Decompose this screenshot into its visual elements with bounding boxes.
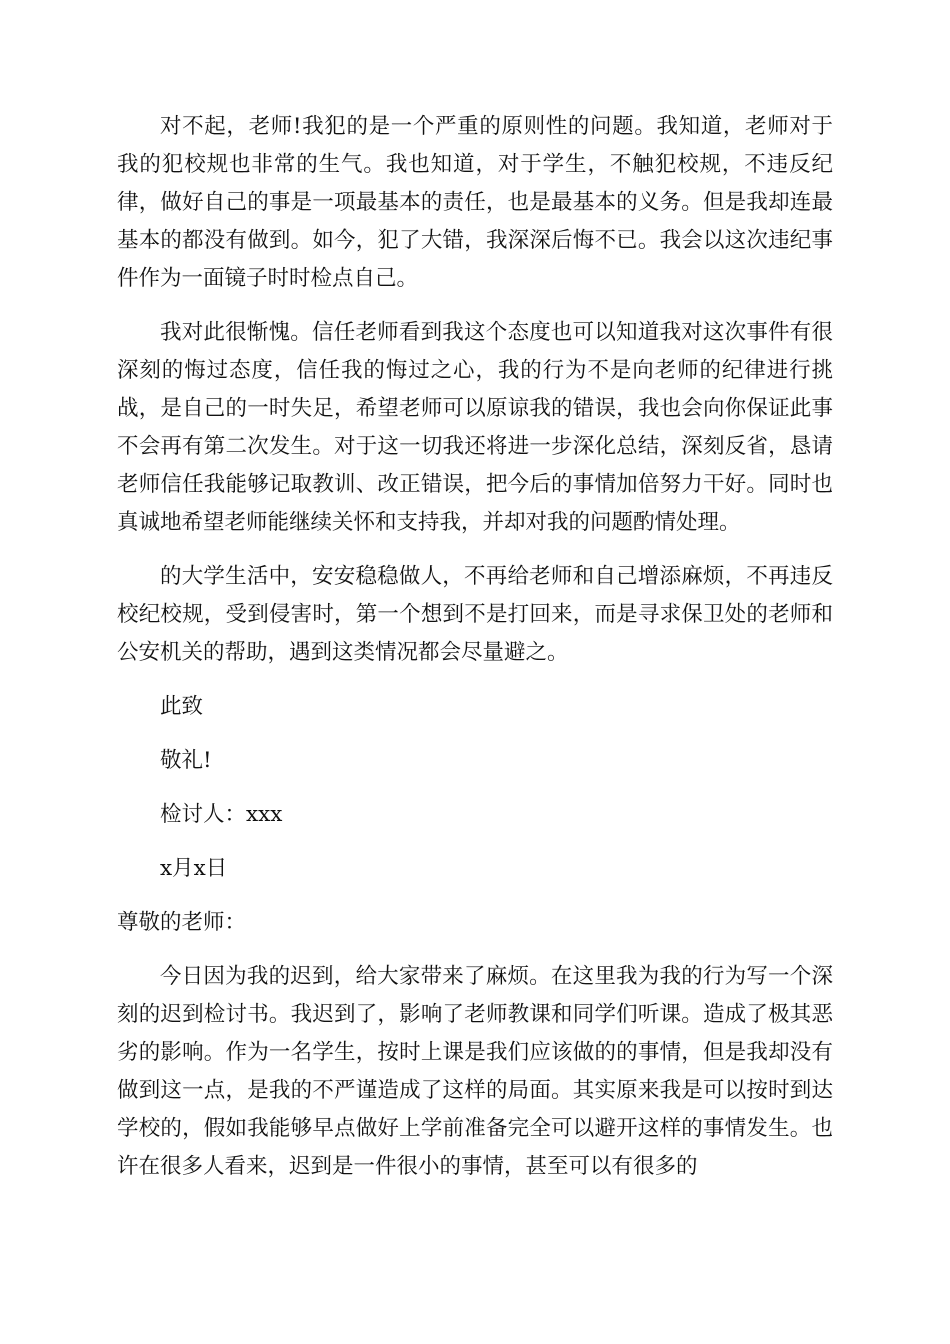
greeting-line: 尊敬的老师： (117, 910, 247, 935)
paragraph-promise: 的大学生活中，安安稳稳做人，不再给老师和自己增添麻烦，不再违反校纪校规，受到侵害时，第一个想到不是打回来，而是寻求保卫处的老师和公安机关的帮助，遇到这类情况都会尽量避之。 (117, 564, 833, 665)
paragraph-apology: 对不起，老师!我犯的是一个严重的原则性的问题。我知道，老师对于我的犯校规也非常的生气。我也知道，对于学生，不触犯校规，不违反纪律，做好自己的事是一项最基本的责任，也是最基本的义务。但是我却连最基本的都没有做到。如今，犯了大错，我深深后悔不已。我会以这次违纪事件作为一面镜子时时检点自己。 (117, 114, 833, 291)
paragraph-remorse: 我对此很惭愧。信任老师看到我这个态度也可以知道我对这次事件有很深刻的悔过态度，信任我的悔过之心，我的行为不是向老师的纪律进行挑战，是自己的一时失足，希望老师可以原谅我的错误，我也会向你保证此事不会再有第二次发生。对于这一切我还将进一步深化总结，深刻反省，恳请老师信任我能够记取教训、改正错误，把今后的事情加倍努力干好。同时也真诚地希望老师能继续关怀和支持我，并却对我的问题酌情处理。 (117, 320, 833, 535)
document-page (117, 108, 833, 1202)
salute-line: 敬礼! (160, 748, 212, 773)
paragraph-lateness: 今日因为我的迟到，给大家带来了麻烦。在这里我为我的行为写一个深刻的迟到检讨书。我迟到了，影响了老师教课和同学们听课。造成了极其恶劣的影响。作为一名学生，按时上课是我们应该做的的事情，但是我却没有做到这一点，是我的不严谨造成了这样的局面。其实原来我是可以按时到达学校的，假如我能够早点做好上学前准备完全可以避开这样的事情发生。也许在很多人看来，迟到是一件很小的事情，甚至可以有很多的 (117, 964, 833, 1179)
signer-line: 检讨人：xxx (160, 802, 283, 827)
date-line: x月x日 (160, 856, 228, 881)
closing-line: 此致 (160, 694, 204, 719)
